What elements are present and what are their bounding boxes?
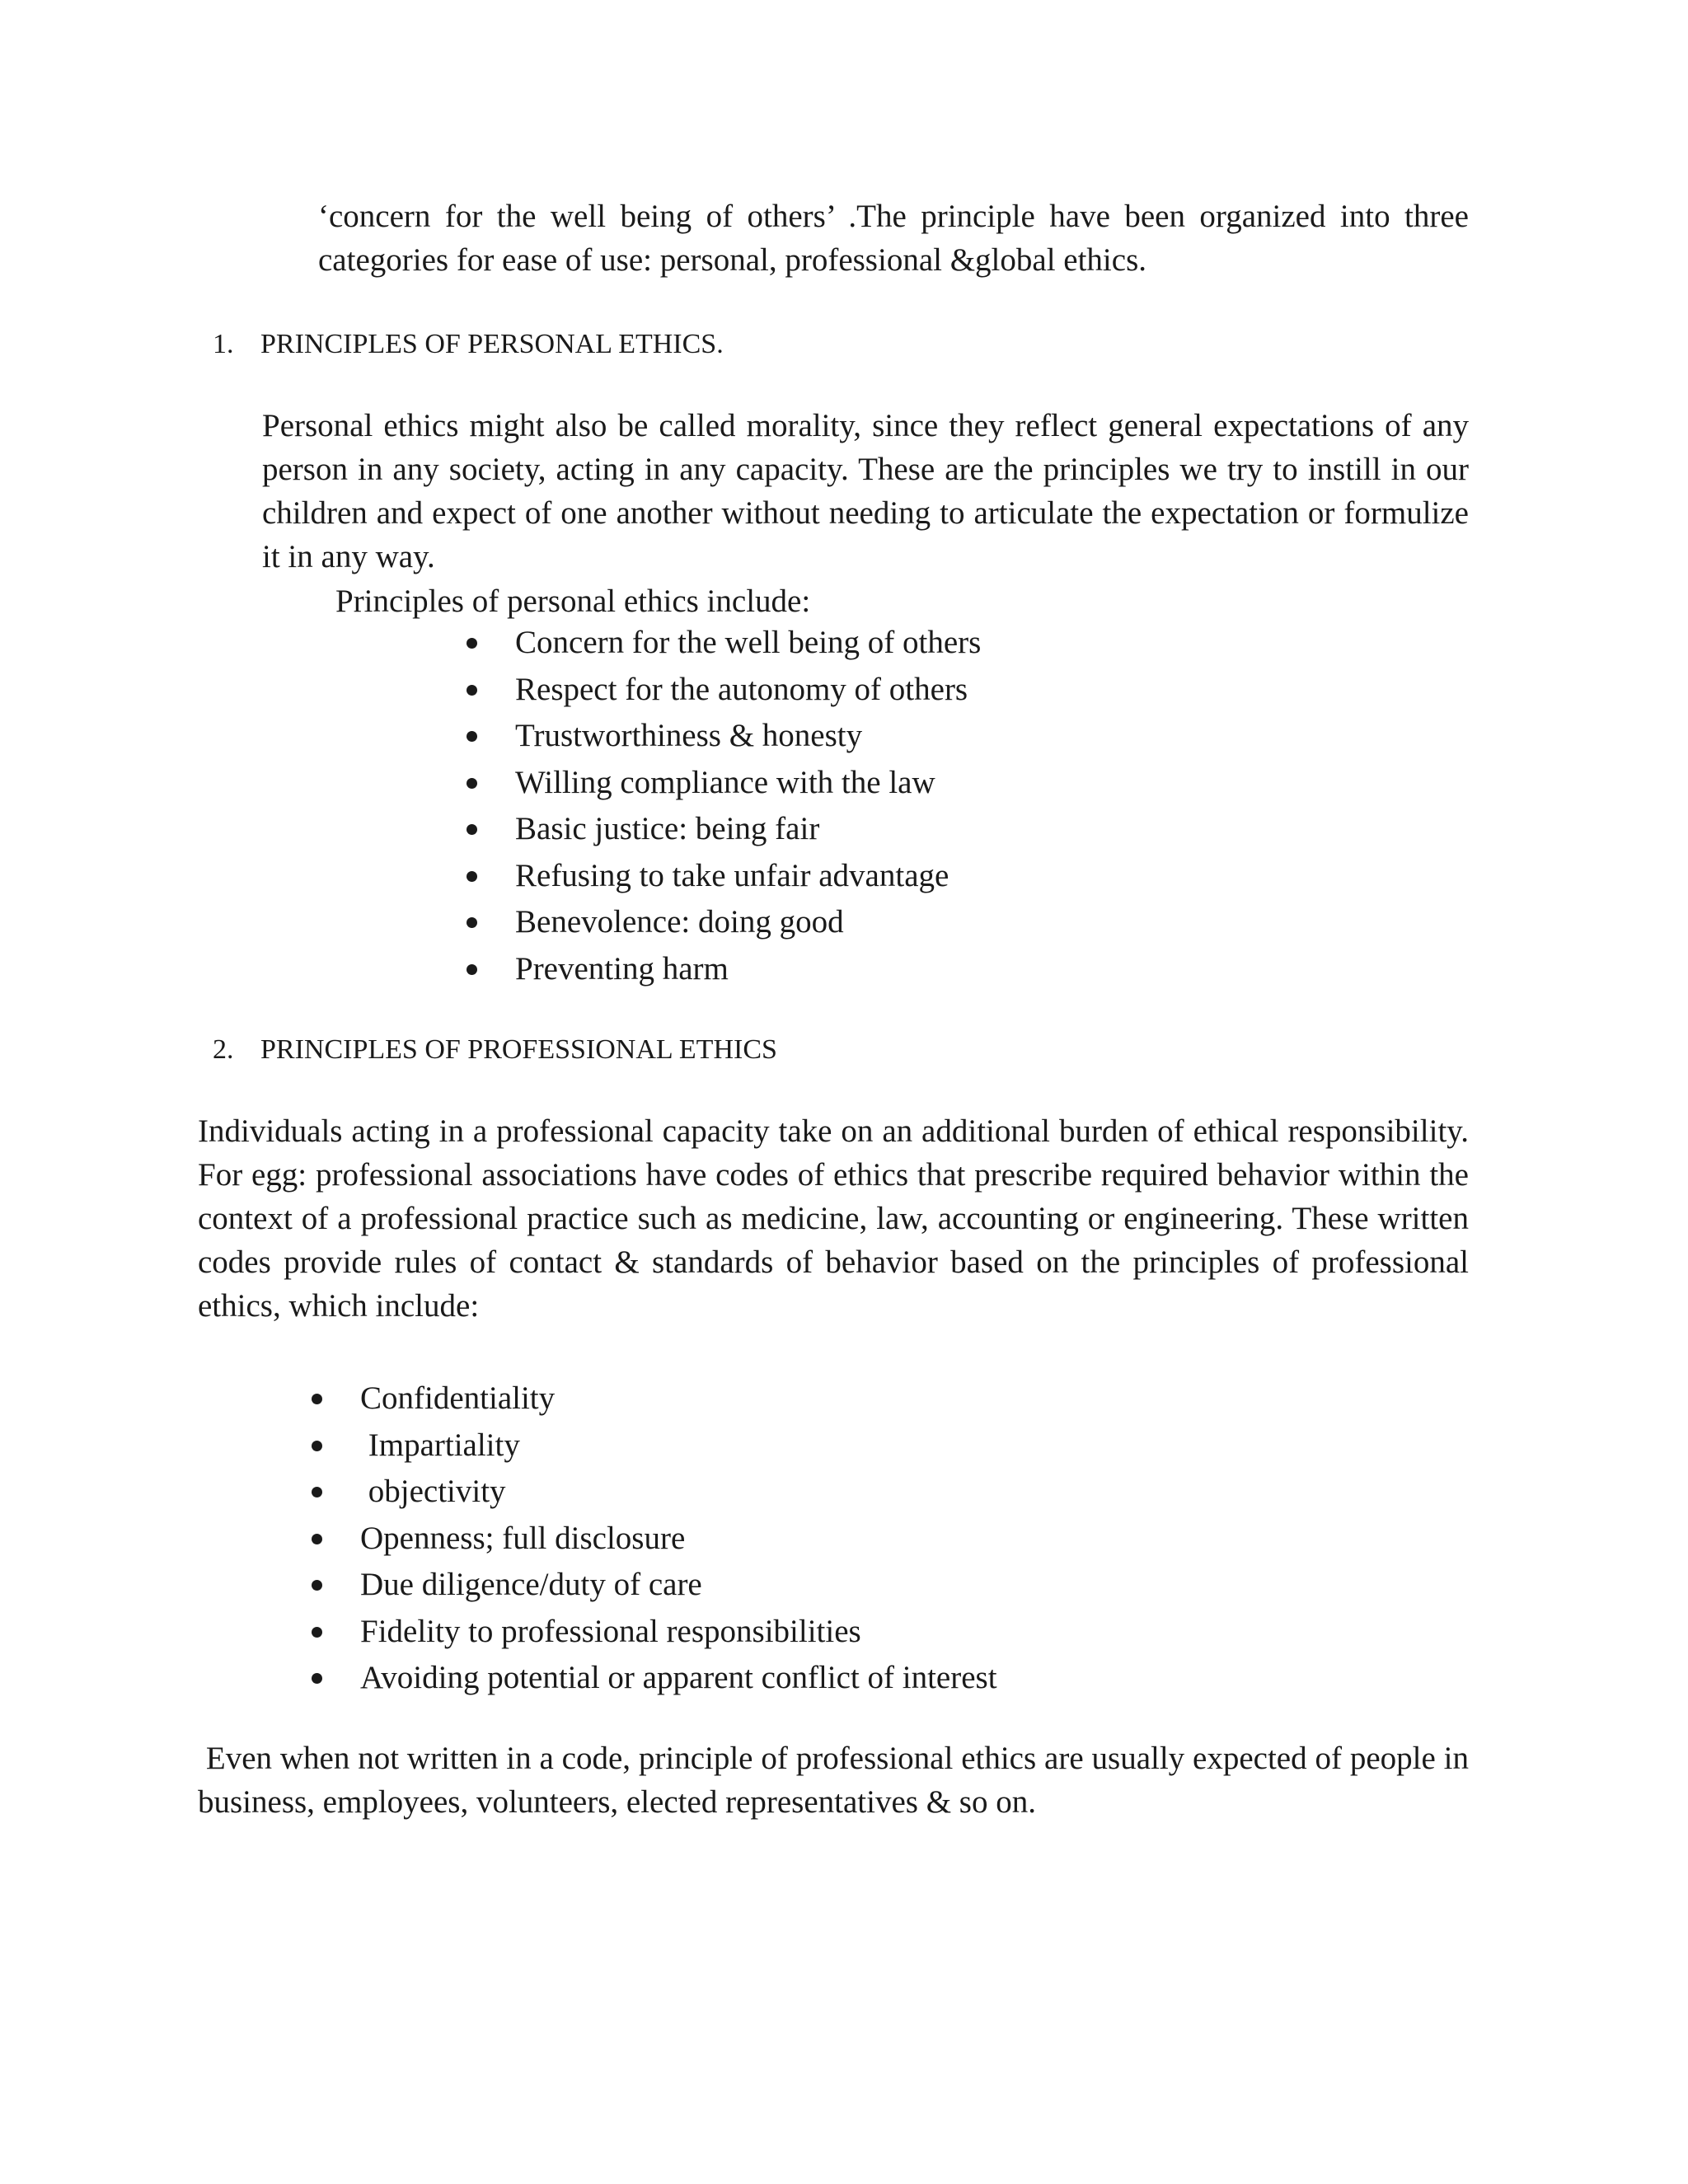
- list-item: Openness; full disclosure: [312, 1516, 1136, 1563]
- list-item: Trustworthiness & honesty: [467, 713, 1126, 760]
- list-item: Confidentiality: [312, 1376, 1136, 1422]
- list-item: Refusing to take unfair advantage: [467, 853, 1126, 900]
- bullet-icon: [312, 1394, 322, 1404]
- bullet-icon: [467, 824, 477, 835]
- professional-ethics-list: [312, 1376, 1136, 1702]
- personal-ethics-list: [467, 620, 1126, 992]
- bullet-icon: [467, 917, 477, 928]
- bullet-icon: [312, 1673, 322, 1684]
- list-item: Concern for the well being of others: [467, 620, 1126, 667]
- bullet-icon: [312, 1487, 322, 1497]
- bullet-icon: [312, 1580, 322, 1591]
- bullet-icon: [312, 1534, 322, 1544]
- bullet-icon: [467, 964, 477, 975]
- bullet-icon: [467, 778, 477, 789]
- section-2-title: PRINCIPLES OF PROFESSIONAL ETHICS: [260, 1034, 777, 1065]
- section-2-paragraph: Individuals acting in a professional capacity take on an additional burden of ethical responsibility. For egg: professional associations have codes of ethics that prescribe required behavior within the context of a professional practice such as medicine, law, accounting or engineering. These written codes provide rules of contact & standards of behavior based on the principles of professional ethics, which include:: [198, 1113, 1469, 1324]
- bullet-icon: [467, 685, 477, 696]
- list-item: Avoiding potential or apparent conflict of interest: [312, 1655, 1136, 1702]
- section-1-paragraph: Personal ethics might also be called morality, since they reflect general expectations of any person in any society, acting in any capacity. These are the principles we try to instill in our children and expect of one another without needing to articulate the expectation or formulize it in any way.: [262, 408, 1469, 574]
- list-item: Respect for the autonomy of others: [467, 667, 1126, 714]
- closing-paragraph: Even when not written in a code, principle of professional ethics are usually expected of people in business, employees, volunteers, elected representatives & so on.: [198, 1741, 1477, 1820]
- intro-paragraph: ‘concern for the well being of others’ .The principle have been organized into three categories for ease of use: personal, professional &global ethics.: [318, 199, 1469, 278]
- section-1-number: 1.: [213, 329, 234, 359]
- section-1-list-intro: Principles of personal ethics include:: [335, 583, 811, 619]
- section-1-heading: [213, 326, 724, 363]
- bullet-icon: [467, 871, 477, 882]
- bullet-icon: [467, 638, 477, 649]
- section-2-number: 2.: [213, 1034, 234, 1065]
- list-item: Fidelity to professional responsibilities: [312, 1609, 1136, 1656]
- bullet-icon: [312, 1627, 322, 1638]
- list-item: Basic justice: being fair: [467, 806, 1126, 853]
- list-item: Benevolence: doing good: [467, 899, 1126, 946]
- list-item: Impartiality: [312, 1422, 1136, 1469]
- list-item: objectivity: [312, 1469, 1136, 1516]
- section-2-heading: [213, 1032, 777, 1068]
- bullet-icon: [312, 1441, 322, 1451]
- list-item: Preventing harm: [467, 946, 1126, 993]
- list-item: Due diligence/duty of care: [312, 1562, 1136, 1609]
- bullet-icon: [467, 731, 477, 742]
- list-item: Willing compliance with the law: [467, 760, 1126, 807]
- section-1-title: PRINCIPLES OF PERSONAL ETHICS.: [260, 329, 724, 359]
